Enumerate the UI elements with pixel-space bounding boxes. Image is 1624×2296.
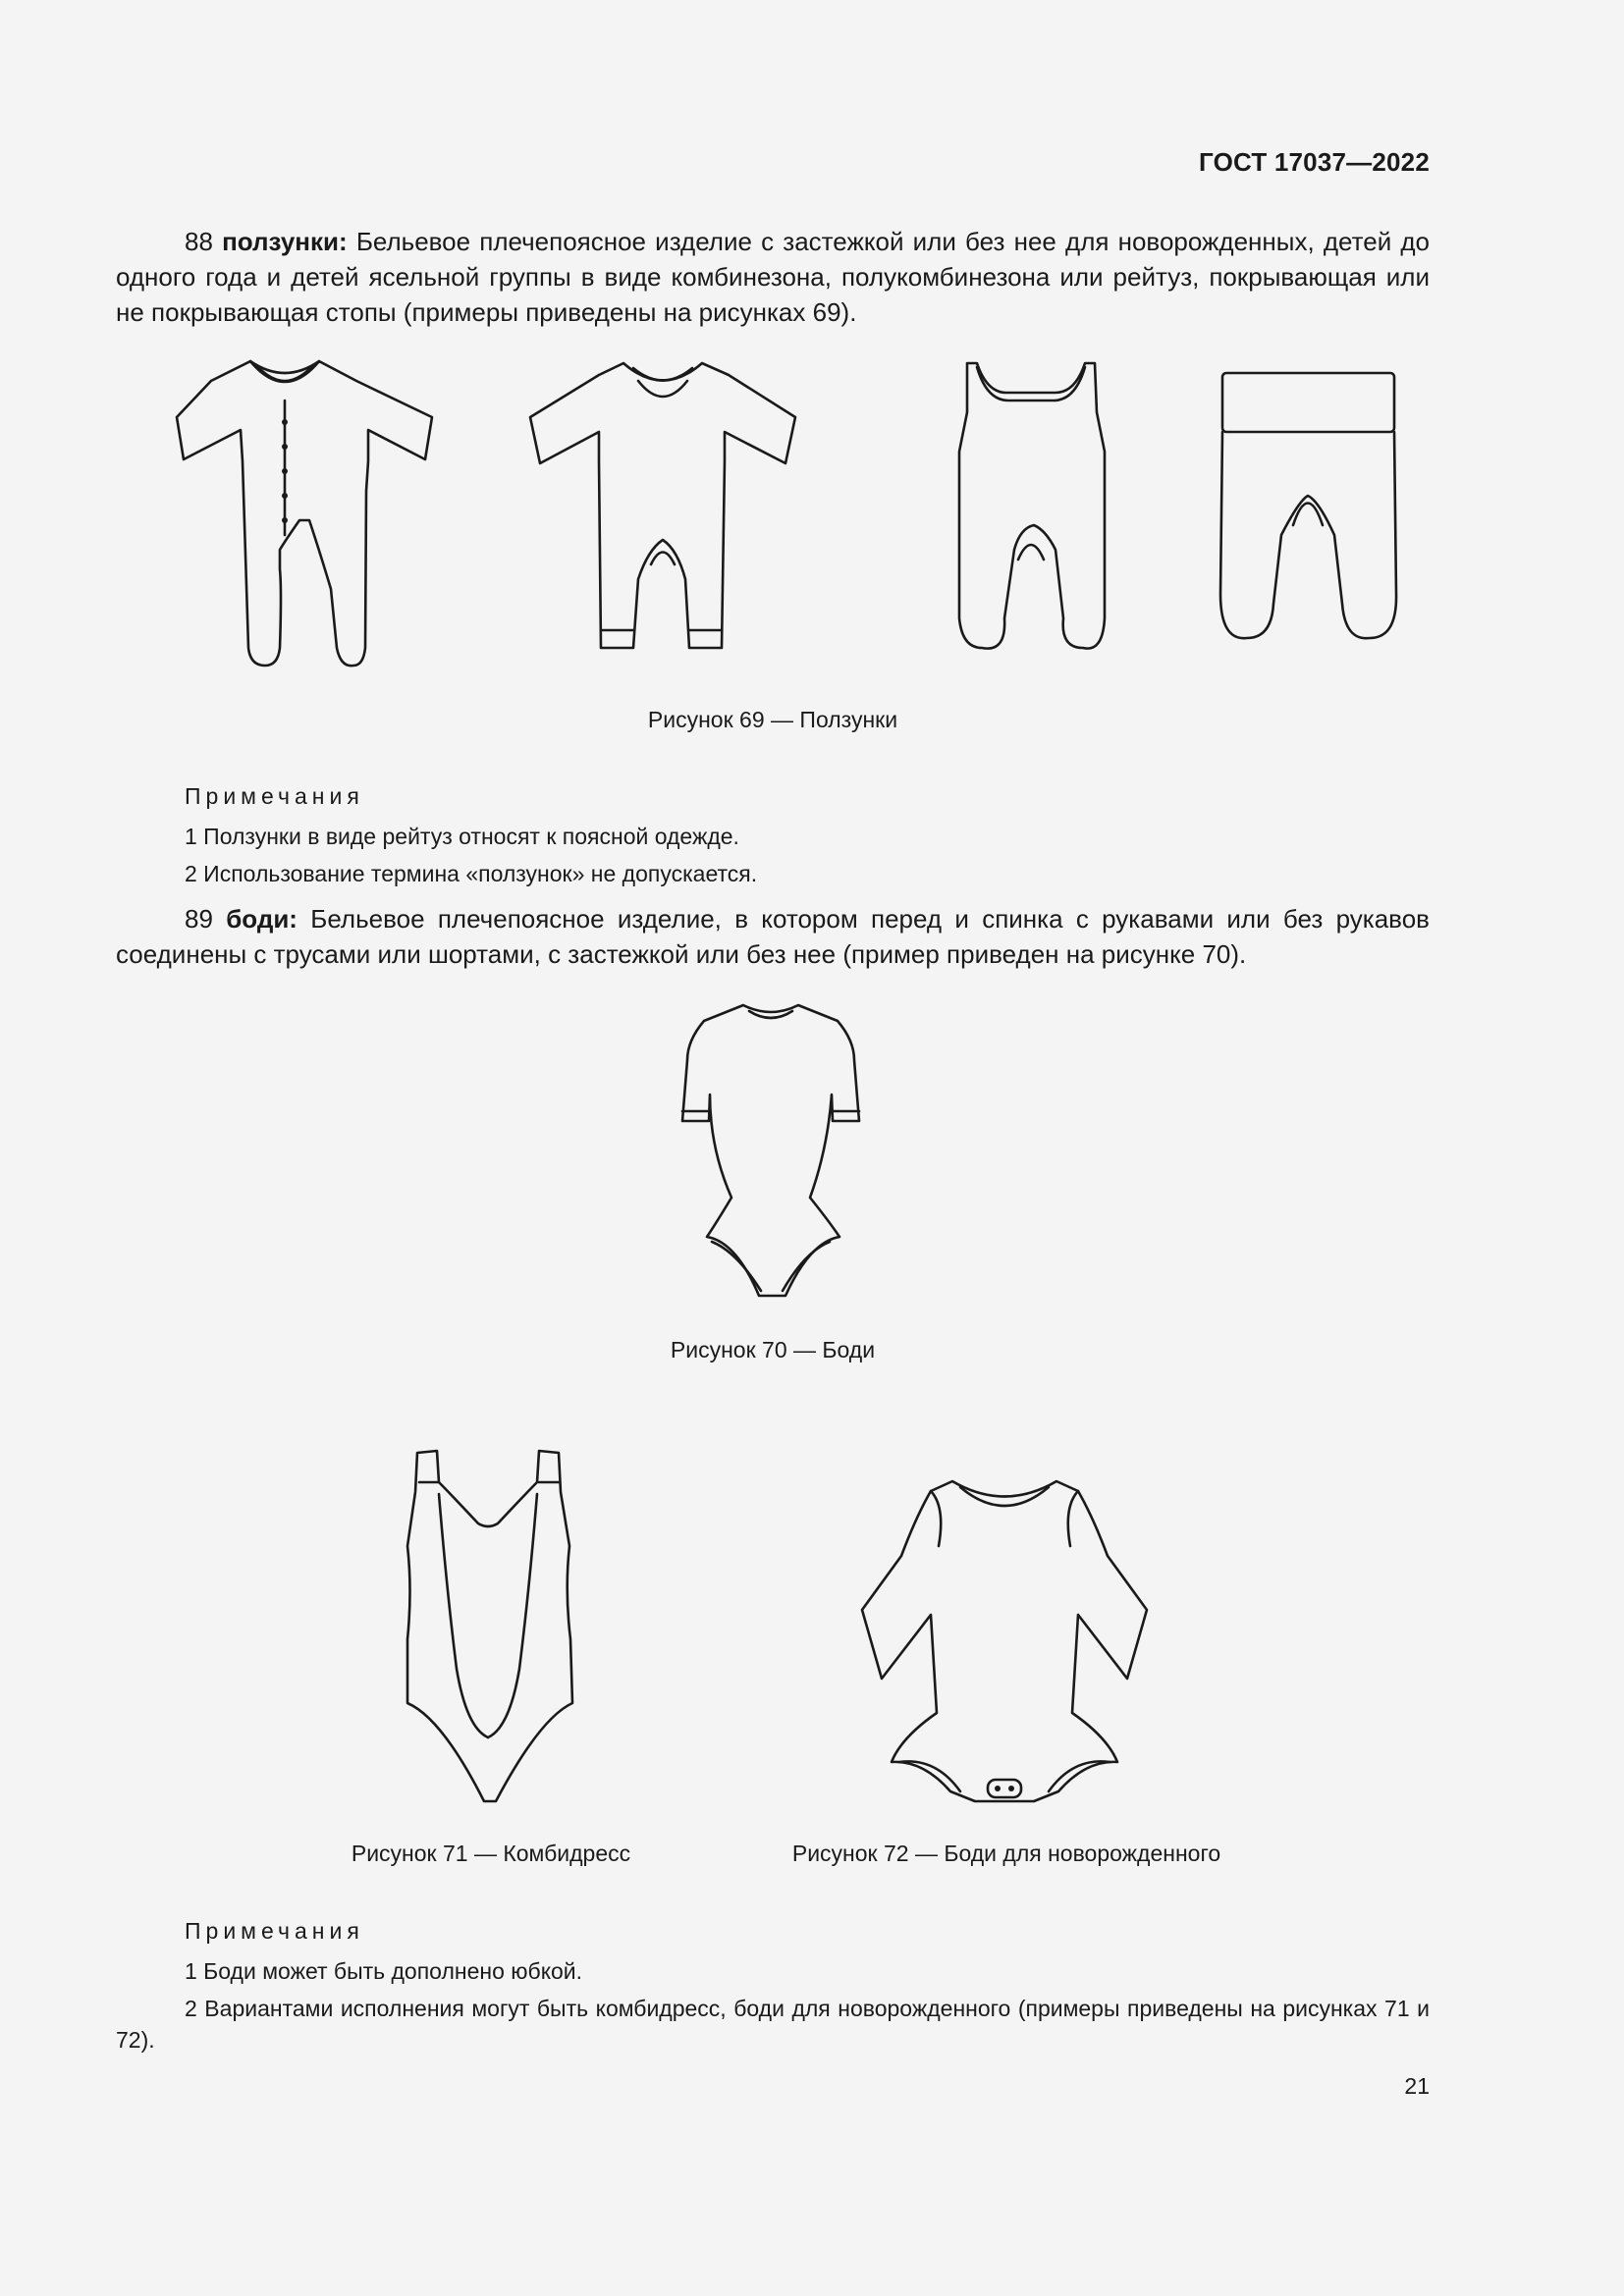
romper-cuffed-illustration — [501, 353, 844, 667]
term-88-paragraph — [116, 224, 1430, 330]
document-header: ГОСТ 17037—2022 — [1199, 147, 1430, 177]
figure-69-caption: Рисунок 69 — Ползунки — [647, 707, 898, 732]
notes-2-item-1: 1 Боди может быть дополнено юбкой. — [185, 1958, 583, 1984]
notes-1-title: Примечания — [185, 783, 364, 809]
newborn-bodysuit-illustration — [862, 1468, 1147, 1806]
term-89-term: боди: — [226, 904, 298, 934]
term-88-term: ползунки: — [222, 227, 348, 256]
term-89-number: 89 — [185, 904, 213, 934]
term-89-definition: Бельевое плечепоясное изделие, в котором перед и спинка с рукавами или без рукавов соединены с трусами или шортами, с застежкой или без нее (пример приведен на рисунке 70). — [116, 904, 1430, 969]
leggings-footed-illustration — [1213, 368, 1404, 643]
term-88-number: 88 — [185, 227, 213, 256]
overalls-footed-illustration — [947, 353, 1114, 658]
figure-72-caption: Рисунок 72 — Боди для новорожденного — [791, 1841, 1221, 1866]
page-number: 21 — [1404, 2073, 1430, 2099]
bodysuit-illustration — [682, 1001, 859, 1306]
figure-71-caption: Рисунок 71 — Комбидресс — [351, 1841, 631, 1866]
body-shaper-illustration — [398, 1443, 579, 1806]
figure-70-caption: Рисунок 70 — Боди — [670, 1337, 876, 1362]
term-89-paragraph — [116, 901, 1430, 972]
notes-2-title: Примечания — [185, 1918, 364, 1944]
notes-1-item-2: 2 Использование термина «ползунок» не допускается. — [185, 861, 758, 886]
notes-1-item-1: 1 Ползунки в виде рейтуз относят к поясной одежде. — [185, 824, 739, 849]
notes-2-item-2: 2 Вариантами исполнения могут быть комбидресс, боди для новорожденного (примеры приведены на рисунках 71 и 72). — [116, 1996, 1430, 2053]
romper-footed-illustration — [142, 353, 466, 667]
term-88-definition: Бельевое плечепоясное изделие с застежкой или без нее для новорожденных, детей до одного года и детей ясельной группы в виде комбинезона, полукомбинезона или рейтуз, покрывающая или не покрывающая стопы (примеры приведены на рисунках 69). — [116, 227, 1431, 327]
